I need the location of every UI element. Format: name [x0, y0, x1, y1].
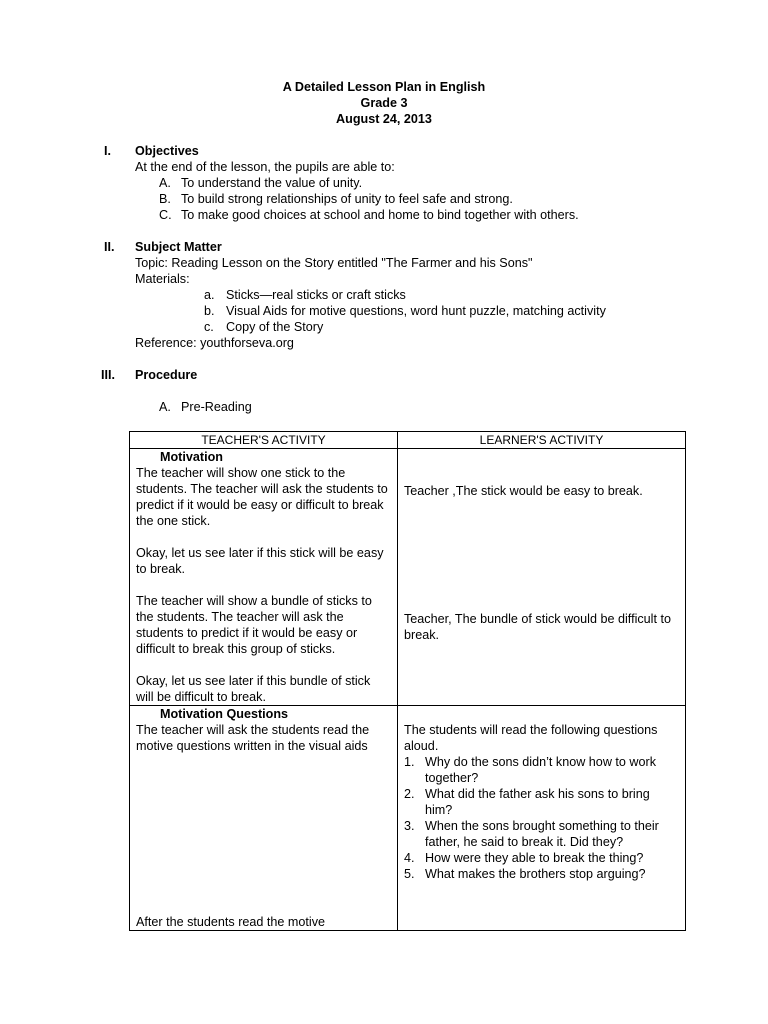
list-item: 1. Why do the sons didn’t know how to work together? [404, 755, 656, 785]
questions-learner-intro: The students will read the following questions aloud. [404, 723, 658, 753]
topic-line: Topic: Reading Lesson on the Story entitled "The Farmer and his Sons" [135, 256, 533, 270]
material-label-b: b. [204, 304, 215, 318]
teacher-activity-header: TEACHER'S ACTIVITY [130, 432, 398, 449]
motivation-learner-p1: Teacher ,The stick would be easy to break. [404, 484, 643, 498]
motivation-teacher-p4: Okay, let us see later if this bundle of stick will be difficult to break. [136, 674, 371, 704]
objective-label-a: A. [159, 176, 171, 190]
questions-teacher-cell [130, 706, 398, 931]
material-text-a: Sticks—real sticks or craft sticks [226, 288, 406, 302]
document-title: A Detailed Lesson Plan in English [282, 80, 486, 94]
procedure-heading: Procedure [135, 368, 198, 382]
list-item: 2. What did the father ask his sons to bring him? [404, 787, 650, 817]
questions-teacher-p2: After the students read the motive [136, 915, 326, 929]
materials-label: Materials: [135, 272, 190, 286]
list-item: 5. What makes the brothers stop arguing? [404, 867, 646, 881]
objectives-number: I. [104, 144, 111, 158]
objective-text-b: To build strong relationships of unity to feel safe and strong. [181, 192, 513, 206]
learner-activity-header: LEARNER'S ACTIVITY [398, 432, 686, 449]
questions-teacher-p1: The teacher will ask the students read the motive questions written in the visual aids [136, 723, 370, 753]
pre-reading-label: A. [159, 400, 171, 414]
subject-matter-heading: Subject Matter [135, 240, 222, 254]
date-line: August 24, 2013 [336, 112, 432, 126]
grade-line: Grade 3 [360, 96, 408, 110]
motivation-teacher-cell [130, 449, 398, 706]
subject-matter-number: II. [104, 240, 115, 254]
material-label-a: a. [204, 288, 215, 302]
motivation-questions-row [130, 706, 686, 931]
material-label-c: c. [204, 320, 214, 334]
questions-learner-cell [398, 706, 686, 931]
objective-label-b: B. [159, 192, 171, 206]
objectives-heading: Objectives [135, 144, 199, 158]
motivation-teacher-p2: Okay, let us see later if this stick will be easy to break. [136, 546, 384, 576]
objectives-intro: At the end of the lesson, the pupils are able to: [135, 160, 395, 174]
pre-reading-text: Pre-Reading [181, 400, 252, 414]
objective-label-c: C. [159, 208, 172, 222]
list-item: 4. How were they able to break the thing? [404, 851, 644, 865]
procedure-number: III. [101, 368, 115, 382]
motivation-row [130, 449, 686, 706]
objective-text-a: To understand the value of unity. [181, 176, 363, 190]
motivation-learner-cell [398, 449, 686, 706]
motivation-teacher-p1: The teacher will show one stick to the students. The teacher will ask the students to predict if it would be easy or difficult to break the one stick. [136, 466, 388, 528]
motivation-title: Motivation [160, 450, 223, 464]
activity-table [129, 431, 686, 931]
objective-text-c: To make good choices at school and home to bind together with others. [181, 208, 579, 222]
motivation-questions-title: Motivation Questions [160, 707, 289, 721]
material-text-b: Visual Aids for motive questions, word hunt puzzle, matching activity [226, 304, 606, 318]
motivation-learner-p2: Teacher, The bundle of stick would be difficult to break. [404, 612, 671, 642]
material-text-c: Copy of the Story [226, 320, 324, 334]
motivation-teacher-p3: The teacher will show a bundle of sticks to the students. The teacher will ask the students to predict if it would be easy or difficult to break this group of sticks. [136, 594, 372, 656]
list-item: 3. When the sons brought something to their father, he said to break it. Did they? [404, 819, 659, 849]
motive-questions-list [404, 754, 679, 882]
reference-line: Reference: youthforseva.org [135, 336, 294, 350]
table-header-row [130, 432, 686, 449]
